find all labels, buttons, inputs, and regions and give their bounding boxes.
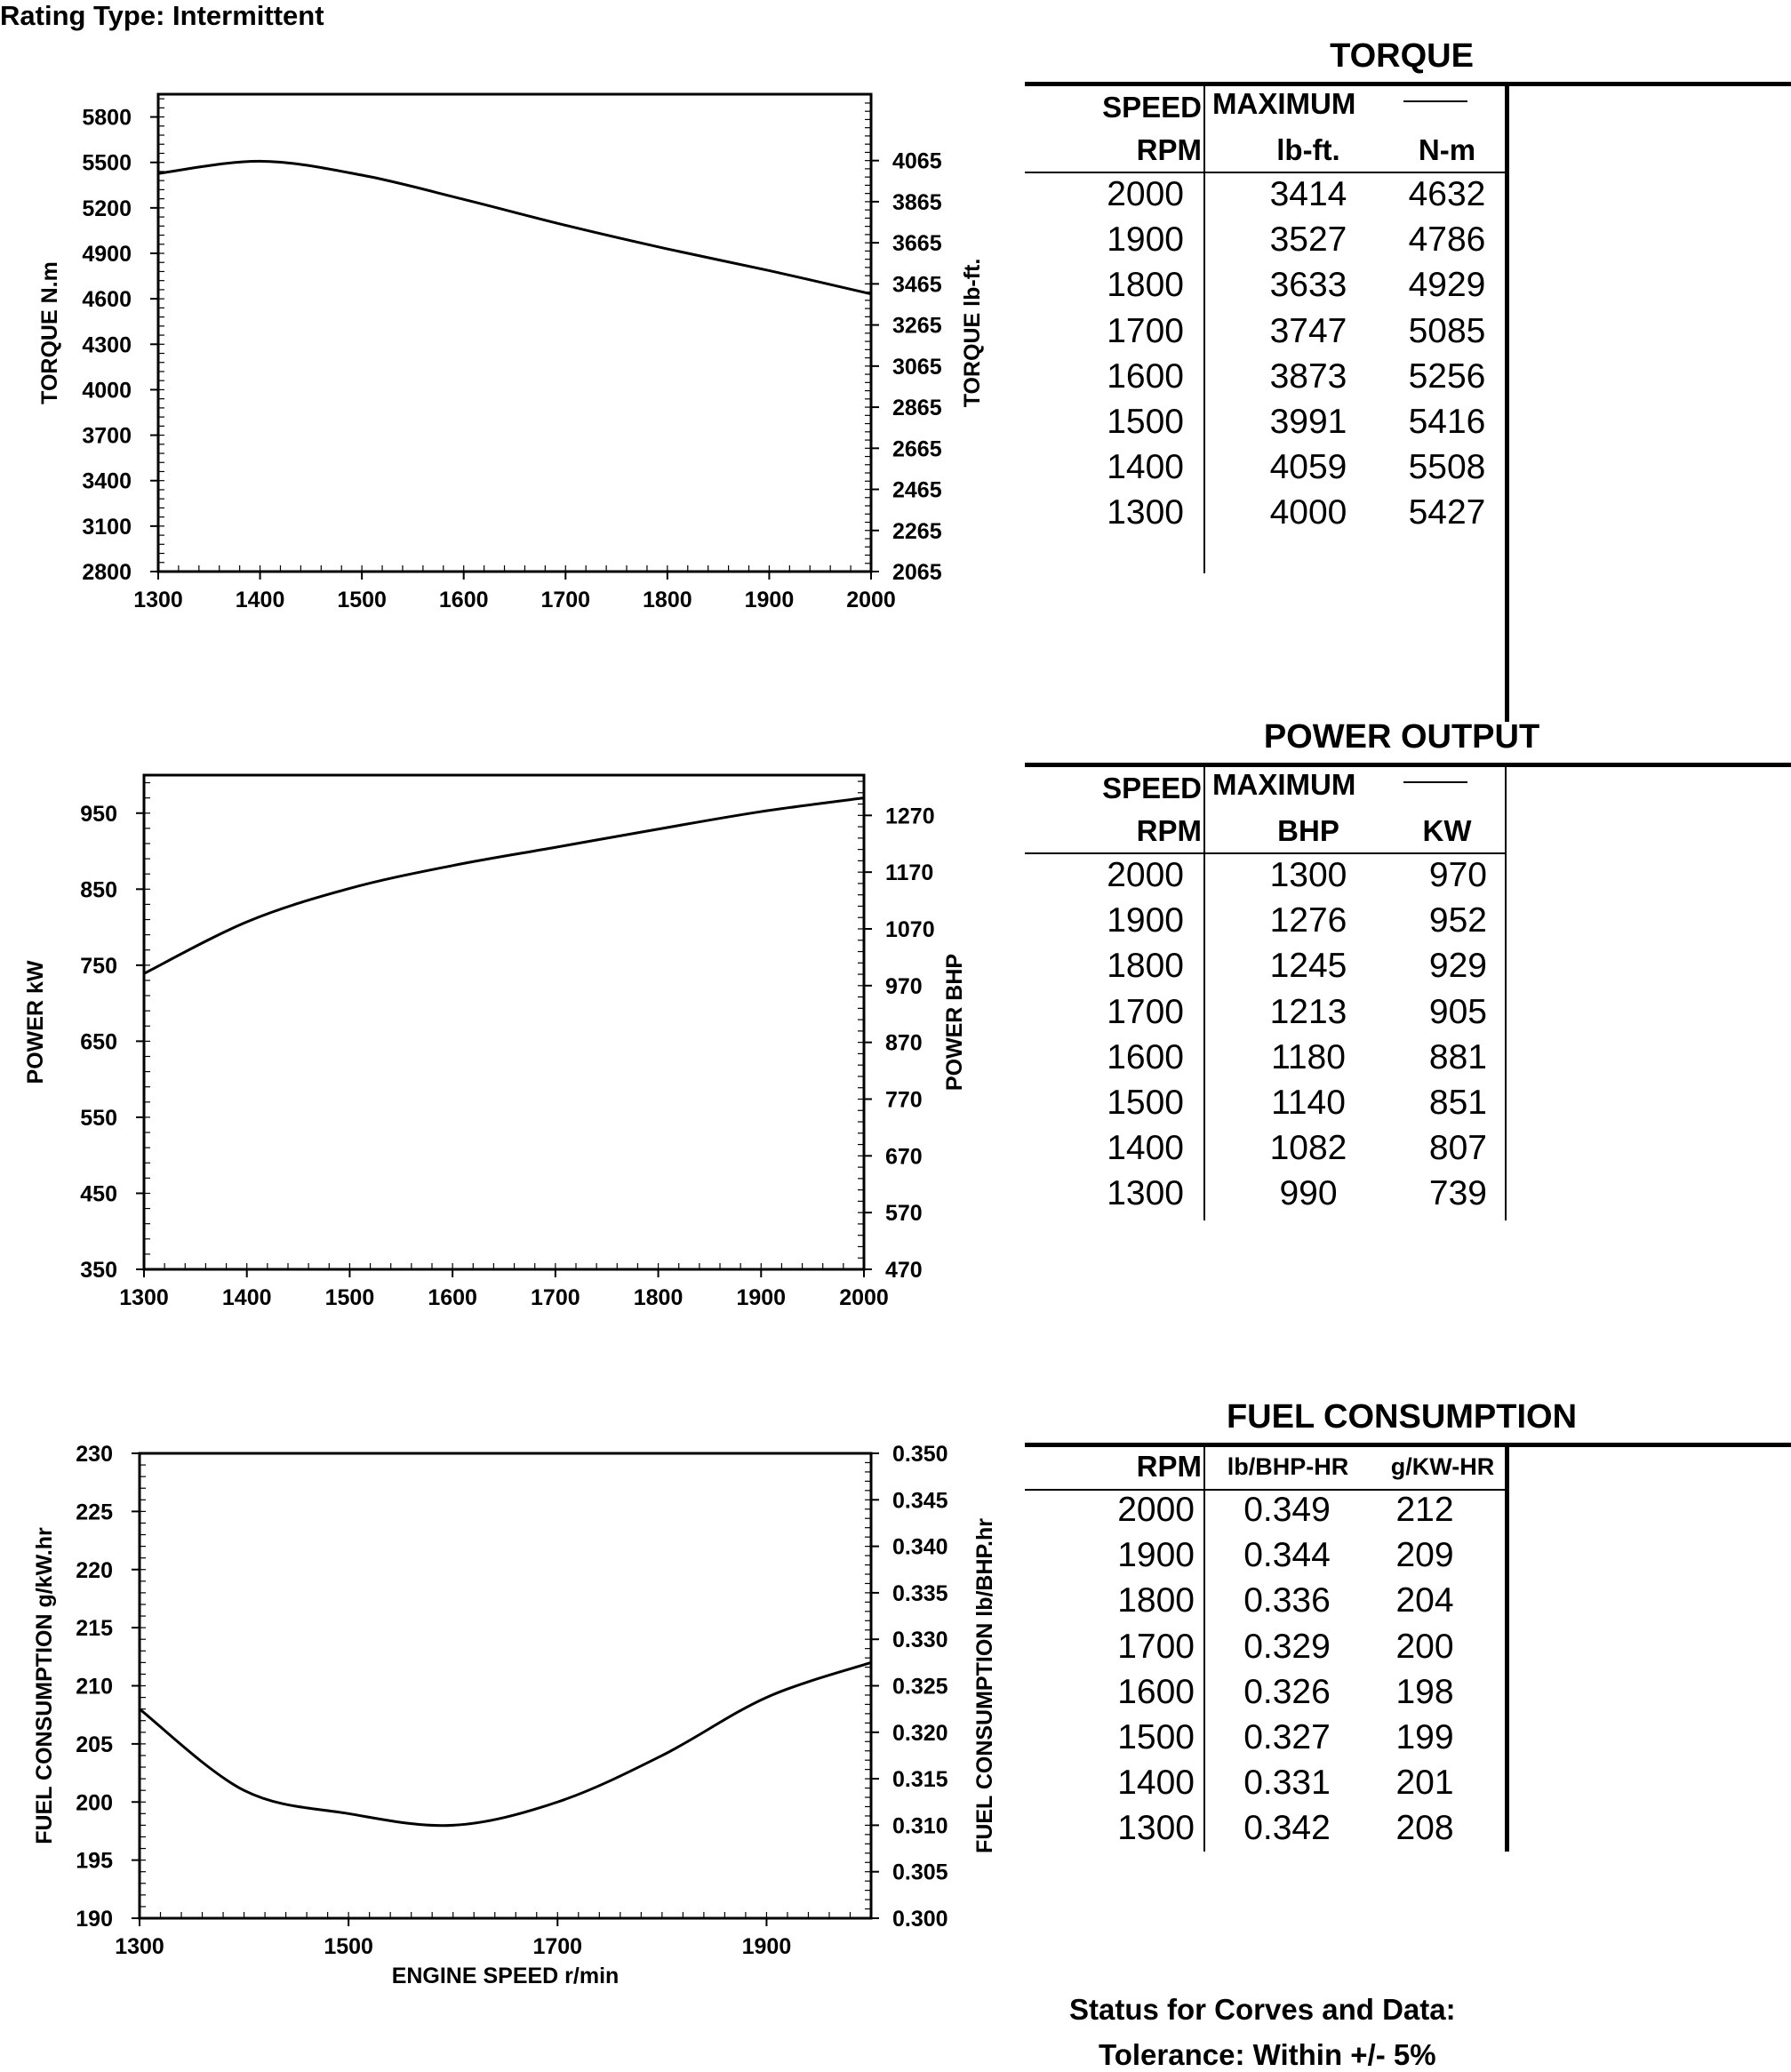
power-table — [1025, 718, 1791, 1220]
torque-header-rule — [1025, 172, 1505, 173]
table-cell-0: 2000 — [1107, 175, 1184, 214]
torque-table — [1025, 37, 1791, 722]
table-cell-1: 3633 — [1242, 266, 1375, 305]
x-tick-label: 2000 — [846, 588, 896, 612]
table-cell-1: 3527 — [1242, 220, 1375, 260]
power-header-rule — [1025, 852, 1505, 854]
table-cell-0: 1300 — [1107, 493, 1184, 532]
table-cell-1: 1213 — [1242, 993, 1375, 1032]
torque-chart-svg — [0, 80, 1022, 631]
y2-tick-label: 0.335 — [892, 1581, 948, 1606]
torque-table-top-rule — [1025, 82, 1791, 86]
table-row — [1025, 1628, 1505, 1673]
table-row — [1025, 901, 1505, 947]
table-cell-0: 1900 — [1117, 1536, 1195, 1575]
y-tick-label: 200 — [76, 1790, 113, 1815]
table-cell-1: 4000 — [1242, 493, 1375, 532]
plot-frame — [144, 775, 864, 1269]
torque-header-maximum: MAXIMUM — [1212, 87, 1355, 121]
table-row — [1025, 493, 1505, 539]
plot-frame — [158, 94, 871, 572]
y2-tick-label: 0.345 — [892, 1488, 948, 1513]
table-cell-2: 208 — [1367, 1809, 1483, 1848]
power-header-speed: SPEED — [1102, 772, 1202, 805]
x-tick-label: 1300 — [133, 588, 183, 612]
y2-tick-label: 1270 — [885, 804, 935, 828]
table-cell-1: 1276 — [1242, 901, 1375, 940]
table-cell-0: 1400 — [1117, 1764, 1195, 1803]
y-tick-label: 210 — [76, 1675, 113, 1700]
x-tick-label: 1400 — [236, 588, 285, 612]
table-cell-1: 1245 — [1242, 947, 1375, 986]
y2-tick-label: 0.315 — [892, 1767, 948, 1792]
fuel-chart-svg — [0, 1431, 1022, 2018]
x-tick-label: 1400 — [222, 1285, 272, 1310]
table-cell-0: 1600 — [1107, 357, 1184, 396]
table-cell-1: 3414 — [1242, 175, 1375, 214]
y2-tick-label: 3865 — [892, 190, 942, 215]
table-cell-0: 2000 — [1117, 1491, 1195, 1530]
y2-tick-label: 2665 — [892, 436, 942, 461]
table-row — [1025, 312, 1505, 357]
table-cell-0: 1600 — [1117, 1673, 1195, 1712]
table-row — [1025, 1129, 1505, 1174]
y-tick-label: 650 — [80, 1029, 117, 1054]
power-header-bhp: BHP — [1251, 814, 1366, 848]
table-cell-0: 2000 — [1107, 856, 1184, 895]
table-cell-2: 212 — [1367, 1491, 1483, 1530]
y2-tick-label: 2265 — [892, 519, 942, 544]
table-cell-1: 1300 — [1242, 856, 1375, 895]
table-cell-1: 4059 — [1242, 448, 1375, 487]
y2-tick-label: 0.325 — [892, 1675, 948, 1700]
table-cell-0: 1400 — [1107, 1129, 1184, 1168]
y-tick-label: 950 — [80, 802, 117, 827]
table-cell-0: 1400 — [1107, 448, 1184, 487]
series-line — [158, 161, 871, 293]
table-cell-2: 952 — [1429, 901, 1487, 940]
y2-axis-title: TORQUE lb-ft. — [960, 259, 985, 408]
torque-header-rpm: RPM — [1137, 133, 1202, 167]
table-cell-1: 3991 — [1242, 403, 1375, 442]
fuel-table-right-bar — [1505, 1447, 1509, 1852]
table-cell-2: 199 — [1367, 1718, 1483, 1757]
y-tick-label: 4300 — [82, 332, 132, 357]
table-cell-1: 1140 — [1242, 1084, 1375, 1123]
table-row — [1025, 856, 1505, 901]
power-table-title: POWER OUTPUT — [1025, 718, 1779, 756]
table-cell-0: 1900 — [1107, 901, 1184, 940]
torque-header-nm: N-m — [1403, 133, 1491, 167]
table-cell-2: 851 — [1429, 1084, 1487, 1123]
table-row — [1025, 1718, 1505, 1764]
table-row — [1025, 1084, 1505, 1129]
y2-tick-label: 1070 — [885, 917, 935, 942]
y2-tick-label: 0.305 — [892, 1860, 948, 1885]
table-row — [1025, 1764, 1505, 1809]
y2-tick-label: 3265 — [892, 314, 942, 339]
table-cell-2: 4786 — [1380, 220, 1514, 260]
table-cell-0: 1700 — [1117, 1628, 1195, 1667]
table-cell-2: 5256 — [1380, 357, 1514, 396]
table-cell-2: 5427 — [1380, 493, 1514, 532]
table-row — [1025, 266, 1505, 311]
power-header-kw: KW — [1403, 814, 1491, 848]
table-cell-1: 0.344 — [1211, 1536, 1363, 1575]
table-cell-1: 0.336 — [1211, 1581, 1363, 1620]
table-cell-0: 1800 — [1117, 1581, 1195, 1620]
series-line — [144, 798, 864, 974]
table-cell-0: 1700 — [1107, 993, 1184, 1032]
power-header-rpm: RPM — [1137, 814, 1202, 848]
table-cell-2: 5508 — [1380, 448, 1514, 487]
rating-type-label: Rating Type: Intermittent — [0, 0, 324, 32]
table-cell-0: 1600 — [1107, 1038, 1184, 1077]
power-chart — [0, 764, 1022, 1316]
status-line-2: Tolerance: Within +/- 5% — [1099, 2038, 1436, 2072]
y-axis-title: POWER kW — [23, 960, 48, 1084]
table-row — [1025, 1174, 1505, 1220]
table-cell-1: 0.329 — [1211, 1628, 1363, 1667]
power-chart-svg — [0, 764, 1022, 1316]
table-cell-2: 929 — [1429, 947, 1487, 986]
table-cell-1: 1082 — [1242, 1129, 1375, 1168]
table-cell-1: 990 — [1242, 1174, 1375, 1213]
y-tick-label: 4900 — [82, 242, 132, 267]
table-cell-1: 0.349 — [1211, 1491, 1363, 1530]
x-tick-label: 1600 — [428, 1285, 477, 1310]
x-tick-label: 1300 — [115, 1934, 164, 1959]
fuel-table-title: FUEL CONSUMPTION — [1025, 1398, 1779, 1436]
table-row — [1025, 1809, 1505, 1854]
y-tick-label: 5800 — [82, 106, 132, 131]
table-cell-0: 1800 — [1107, 266, 1184, 305]
x-tick-label: 1300 — [119, 1285, 169, 1310]
y-axis-title: FUEL CONSUMPTION g/kW.hr — [32, 1527, 57, 1844]
power-table-right-bar — [1505, 767, 1507, 1220]
y2-tick-label: 870 — [885, 1031, 923, 1056]
power-legend-line — [1403, 781, 1467, 783]
y-tick-label: 205 — [76, 1732, 113, 1757]
table-cell-1: 0.331 — [1211, 1764, 1363, 1803]
table-cell-2: 198 — [1367, 1673, 1483, 1712]
table-cell-0: 1700 — [1107, 312, 1184, 351]
y2-tick-label: 0.310 — [892, 1813, 948, 1838]
y2-tick-label: 2465 — [892, 478, 942, 503]
y2-axis-title: POWER BHP — [942, 954, 967, 1091]
status-line-1: Status for Corves and Data: — [1069, 1993, 1456, 2027]
table-cell-0: 1300 — [1117, 1809, 1195, 1848]
table-cell-0: 1500 — [1107, 403, 1184, 442]
table-row — [1025, 947, 1505, 992]
y-tick-label: 4600 — [82, 287, 132, 312]
y-tick-label: 350 — [80, 1258, 117, 1283]
table-row — [1025, 993, 1505, 1038]
plot-frame — [140, 1453, 871, 1918]
table-cell-2: 905 — [1429, 993, 1487, 1032]
x-tick-label: 1500 — [325, 1285, 375, 1310]
table-cell-2: 970 — [1429, 856, 1487, 895]
y2-tick-label: 1170 — [885, 860, 933, 885]
table-cell-2: 200 — [1367, 1628, 1483, 1667]
y2-tick-label: 3465 — [892, 272, 942, 297]
fuel-consumption-chart — [0, 1431, 1022, 2018]
table-cell-0: 1500 — [1117, 1718, 1195, 1757]
y2-tick-label: 3065 — [892, 355, 942, 380]
y2-tick-label: 0.300 — [892, 1907, 948, 1932]
table-cell-0: 1500 — [1107, 1084, 1184, 1123]
table-cell-1: 0.342 — [1211, 1809, 1363, 1848]
table-row — [1025, 1581, 1505, 1627]
table-row — [1025, 1491, 1505, 1536]
table-cell-1: 3873 — [1242, 357, 1375, 396]
minor-ticks — [140, 1453, 871, 1918]
table-row — [1025, 1673, 1505, 1718]
torque-chart — [0, 80, 1022, 631]
table-row — [1025, 175, 1505, 220]
y-tick-label: 3400 — [82, 469, 132, 494]
table-row — [1025, 1536, 1505, 1581]
torque-header-lbft: lb-ft. — [1251, 133, 1366, 167]
y-tick-label: 225 — [76, 1500, 113, 1524]
table-row — [1025, 403, 1505, 448]
table-cell-2: 4632 — [1380, 175, 1514, 214]
torque-header-speed: SPEED — [1102, 91, 1202, 124]
table-cell-1: 0.327 — [1211, 1718, 1363, 1757]
x-tick-label: 1900 — [742, 1934, 792, 1959]
x-tick-label: 1600 — [439, 588, 489, 612]
y2-tick-label: 0.340 — [892, 1535, 948, 1560]
x-tick-label: 1900 — [745, 588, 795, 612]
x-tick-label: 2000 — [839, 1285, 889, 1310]
table-cell-2: 201 — [1367, 1764, 1483, 1803]
y2-axis-title: FUEL CONSUMPTION lb/BHP.hr — [972, 1518, 997, 1853]
fuel-header-lbbhphr: lb/BHP-HR — [1208, 1453, 1368, 1481]
table-cell-1: 3747 — [1242, 312, 1375, 351]
y2-tick-label: 670 — [885, 1144, 923, 1169]
fuel-header-rpm: RPM — [1137, 1450, 1202, 1484]
table-row — [1025, 357, 1505, 403]
y-axis-title: TORQUE N.m — [37, 261, 62, 404]
table-cell-2: 807 — [1429, 1129, 1487, 1168]
x-axis-title: ENGINE SPEED r/min — [392, 1964, 620, 1988]
minor-ticks — [158, 95, 871, 572]
y-tick-label: 5500 — [82, 151, 132, 176]
y2-tick-label: 4065 — [892, 149, 942, 174]
x-tick-label: 1900 — [736, 1285, 786, 1310]
y2-tick-label: 570 — [885, 1201, 923, 1226]
table-cell-0: 1900 — [1107, 220, 1184, 260]
y2-tick-label: 770 — [885, 1087, 923, 1112]
x-tick-label: 1800 — [634, 1285, 684, 1310]
fuel-header-gkwhr: g/KW-HR — [1376, 1453, 1509, 1481]
y-tick-label: 230 — [76, 1442, 113, 1467]
y-tick-label: 3700 — [82, 424, 132, 449]
y2-tick-label: 0.350 — [892, 1442, 948, 1467]
power-header-maximum: MAXIMUM — [1212, 768, 1355, 802]
y2-tick-label: 470 — [885, 1258, 923, 1283]
x-tick-label: 1800 — [643, 588, 692, 612]
y2-tick-label: 970 — [885, 974, 923, 999]
table-cell-2: 881 — [1429, 1038, 1487, 1077]
torque-legend-line — [1403, 100, 1467, 102]
x-tick-label: 1700 — [531, 1285, 580, 1310]
y2-tick-label: 2865 — [892, 396, 942, 420]
fuel-table — [1025, 1398, 1791, 1852]
y-tick-label: 4000 — [82, 378, 132, 403]
series-line — [140, 1662, 871, 1825]
table-cell-0: 1800 — [1107, 947, 1184, 986]
y-tick-label: 2800 — [82, 560, 132, 585]
minor-ticks — [144, 781, 864, 1269]
y-tick-label: 750 — [80, 954, 117, 979]
power-table-top-rule — [1025, 763, 1791, 767]
y-tick-label: 3100 — [82, 515, 132, 540]
table-cell-1: 0.326 — [1211, 1673, 1363, 1712]
y-tick-label: 215 — [76, 1616, 113, 1641]
table-cell-2: 5085 — [1380, 312, 1514, 351]
table-row — [1025, 1038, 1505, 1084]
y2-tick-label: 2065 — [892, 560, 942, 585]
table-cell-2: 4929 — [1380, 266, 1514, 305]
y-tick-label: 5200 — [82, 196, 132, 221]
x-tick-label: 1500 — [324, 1934, 373, 1959]
y-tick-label: 190 — [76, 1907, 113, 1932]
x-tick-label: 1700 — [532, 1934, 582, 1959]
y-tick-label: 220 — [76, 1558, 113, 1583]
table-cell-0: 1300 — [1107, 1174, 1184, 1213]
x-tick-label: 1500 — [337, 588, 387, 612]
table-cell-2: 739 — [1429, 1174, 1487, 1213]
y-tick-label: 850 — [80, 877, 117, 902]
y-tick-label: 550 — [80, 1106, 117, 1131]
y2-tick-label: 0.330 — [892, 1628, 948, 1652]
fuel-table-top-rule — [1025, 1443, 1791, 1447]
y-tick-label: 450 — [80, 1181, 117, 1206]
y2-tick-label: 3665 — [892, 231, 942, 256]
x-tick-label: 1700 — [540, 588, 590, 612]
table-row — [1025, 220, 1505, 266]
y-tick-label: 195 — [76, 1849, 113, 1874]
table-row — [1025, 448, 1505, 493]
torque-table-title: TORQUE — [1025, 37, 1779, 76]
table-cell-1: 1180 — [1242, 1038, 1375, 1077]
y2-tick-label: 0.320 — [892, 1721, 948, 1746]
table-cell-2: 209 — [1367, 1536, 1483, 1575]
table-cell-2: 5416 — [1380, 403, 1514, 442]
table-cell-2: 204 — [1367, 1581, 1483, 1620]
